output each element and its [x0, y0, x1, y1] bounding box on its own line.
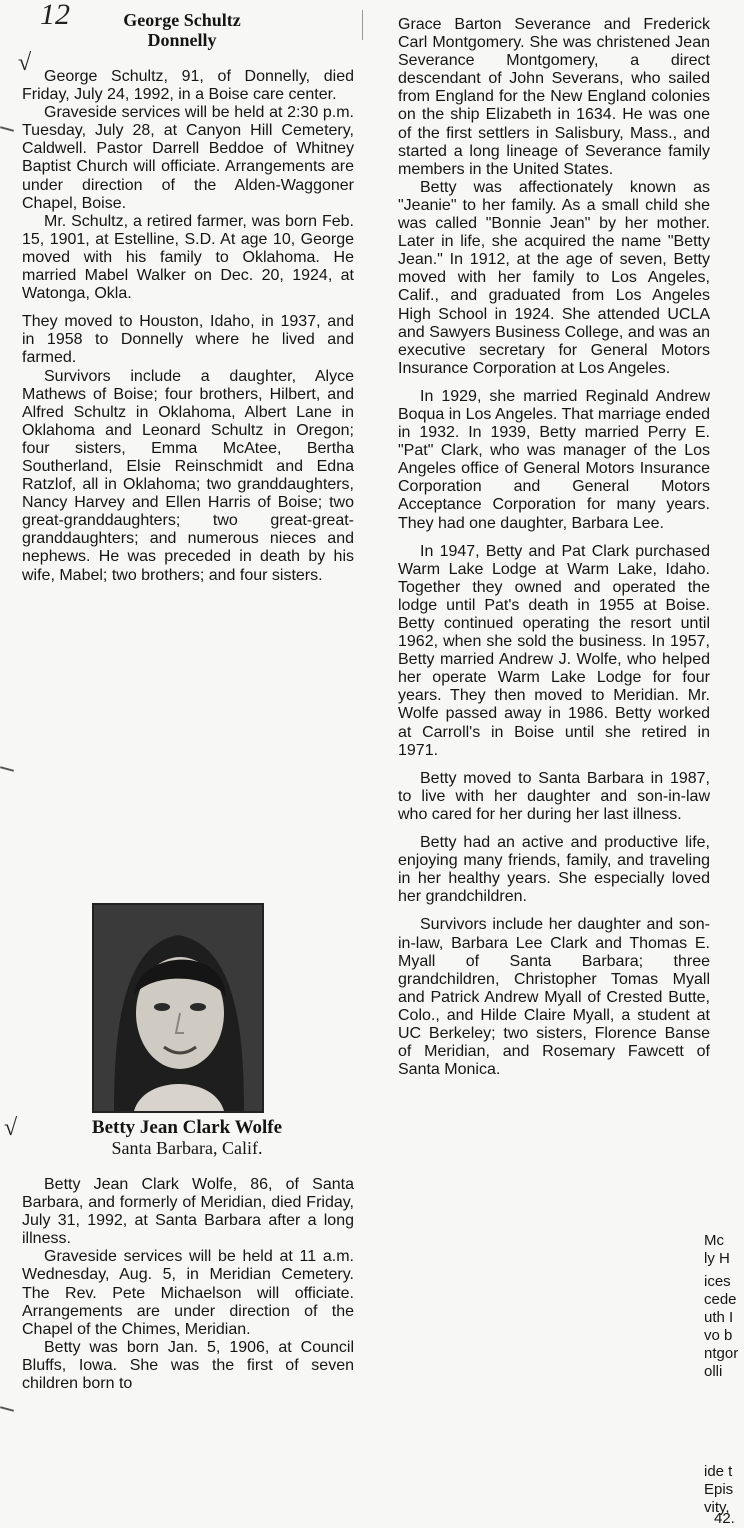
- margin-tick: [0, 126, 14, 132]
- paragraph: Betty Jean Clark Wolfe, 86, of Santa Barbara, and formerly of Meridian, died Friday, July 31, 1992, at Santa Barbara after a long illness.: [22, 1176, 354, 1248]
- left-column: [22, 0, 354, 1393]
- cut-off-text: olli: [704, 1363, 723, 1380]
- cut-off-text: ly H: [704, 1250, 730, 1267]
- paragraph: Betty moved to Santa Barbara in 1987, to live with her daughter and son-in-law who cared for her during her last illness.: [398, 769, 710, 823]
- obituary-name: George Schultz: [123, 10, 241, 30]
- portrait-image: [94, 905, 262, 1111]
- paragraph: Mr. Schultz, a retired farmer, was born Feb. 15, 1901, at Estelline, S.D. At age 10, George moved with his family to Oklahoma. He married Mabel Walker on Dec. 20, 1924, at Watonga, Okla.: [22, 212, 354, 303]
- margin-tick: [0, 766, 14, 772]
- paragraph: Grace Barton Severance and Frederick Carl Montgomery. She was christened Jean Severance Montgomery, a direct descendant of John Severans, who sailed from England for the New England colonies on the ship Elizabeth in 1634. He was one of the first settlers in Salisbury, Mass., and started a long lineage of Severance family members in the United States.: [398, 16, 710, 178]
- handwritten-page-number: 12: [40, 0, 70, 31]
- cut-off-text: vity,: [704, 1499, 730, 1516]
- cut-off-text: cede: [704, 1291, 737, 1308]
- cut-off-text: ide t: [704, 1463, 733, 1480]
- cut-off-text: vo b: [704, 1327, 733, 1344]
- cut-off-text: Epis: [704, 1481, 734, 1498]
- cut-off-text: ices: [704, 1273, 731, 1290]
- portrait-photo: [92, 903, 264, 1113]
- obituary-header: [62, 10, 302, 50]
- obituary-place: Donnelly: [147, 30, 217, 50]
- paragraph: In 1929, she married Reginald Andrew Boqua in Los Angeles. That marriage ended in 1932. In 1939, Betty married Perry E. "Pat" Clark, who was manager of the Los Angeles office of General Motors Insurance Corporation and General Motors Acceptance Corporation for many years. They had one daughter, Barbara Lee.: [398, 387, 710, 532]
- paragraph: Betty had an active and productive life, enjoying many friends, family, and traveling in her healthy years. She especially loved her grandchildren.: [398, 834, 710, 906]
- paragraph: Betty was born Jan. 5, 1906, at Council Bluffs, Iowa. She was the first of seven children born to: [22, 1338, 354, 1393]
- cut-off-text: 42.: [714, 1510, 735, 1527]
- paragraph: They moved to Houston, Idaho, in 1937, and in 1958 to Donnelly where he lived and farmed.: [22, 313, 354, 367]
- paragraph: Graveside services will be held at 11 a.m. Wednesday, Aug. 5, in Meridian Cemetery. The Rev. Pete Michaelson will officiate. Arrangements are under direction of the Chapel of the Chimes, Meridian.: [22, 1248, 354, 1338]
- cut-off-text: uth I: [704, 1309, 734, 1326]
- handwritten-check-mark: √: [4, 1115, 18, 1141]
- obituary-body: [22, 68, 354, 585]
- paragraph: Betty was affectionately known as "Jeanie" to her family. As a small child she was called "Bonnie Jean" by her mother. Later in life, she acquired the name "Betty Jean." In 1912, at the age of seven, Betty moved with her family to Los Angeles, Calif., and graduated from Los Angeles High School in 1924. She attended UCLA and Sawyers Business College, and was an executive secretary for General Motors Insurance Corporation at Los Angeles.: [398, 178, 710, 377]
- paragraph: Survivors include her daughter and son-in-law, Barbara Lee Clark and Thomas E. Myall of Santa Barbara; three grandchildren, Christopher Tomas Myall and Patrick Andrew Myall of Crested Butte, Colo., and Hilde Claire Myall, a student at UC Berkeley; two sisters, Florence Banse of Meridian, and Rosemary Fawcett of Santa Monica.: [398, 916, 710, 1079]
- paragraph: George Schultz, 91, of Donnelly, died Friday, July 24, 1992, in a Boise care center.: [22, 68, 354, 104]
- cut-off-text: Mc: [704, 1232, 724, 1249]
- handwritten-check-mark: √: [18, 50, 32, 76]
- cut-off-text: ntgor: [704, 1345, 739, 1362]
- margin-tick: [0, 1406, 14, 1412]
- right-column: [398, 16, 710, 1079]
- paragraph: In 1947, Betty and Pat Clark purchased Warm Lake Lodge at Warm Lake, Idaho. Together they owned and operated the lodge until Pat's death in 1955 at Boise. Betty continued operating the resort until 1962, when she sold the business. In 1957, Betty married Andrew J. Wolfe, who helped her operate Warm Lake Lodge for four years. They then moved to Meridian. Mr. Wolfe passed away in 1986. Betty worked at Carroll's in Boise until she retired in 1971.: [398, 542, 710, 759]
- obituary-block: [22, 1118, 354, 1393]
- paragraph: Graveside services will be held at 2:30 p.m. Tuesday, July 28, at Canyon Hill Cemetery, Caldwell. Pastor Darrell Beddoe of Whitney Baptist Church will officiate. Arrangements are under direction of the Alden-Waggoner Chapel, Boise.: [22, 104, 354, 212]
- paragraph: Survivors include a daughter, Alyce Mathews of Boise; four brothers, Hilbert, and Alfred Schultz in Oklahoma, Albert Lane in Oklahoma and Leonard Schultz in Oregon; four sisters, Emma McAtee, Bertha Southerland, Elsie Reinschmidt and Edna Ratzlof, all in Oklahoma; two granddaughters, Nancy Harvey and Ellen Harris of Boise; two great-granddaughters; two great-great-granddaughters; and numerous nieces and nephews. He was preceded in death by his wife, Mabel; two brothers; and four sisters.: [22, 367, 354, 584]
- column-divider: [362, 10, 363, 40]
- obituary-name: Betty Jean Clark Wolfe: [91, 1117, 283, 1138]
- obituary-place: Santa Barbara, Calif.: [111, 1138, 263, 1158]
- obituary-header: [52, 1118, 322, 1158]
- obituary-body: [22, 1176, 354, 1393]
